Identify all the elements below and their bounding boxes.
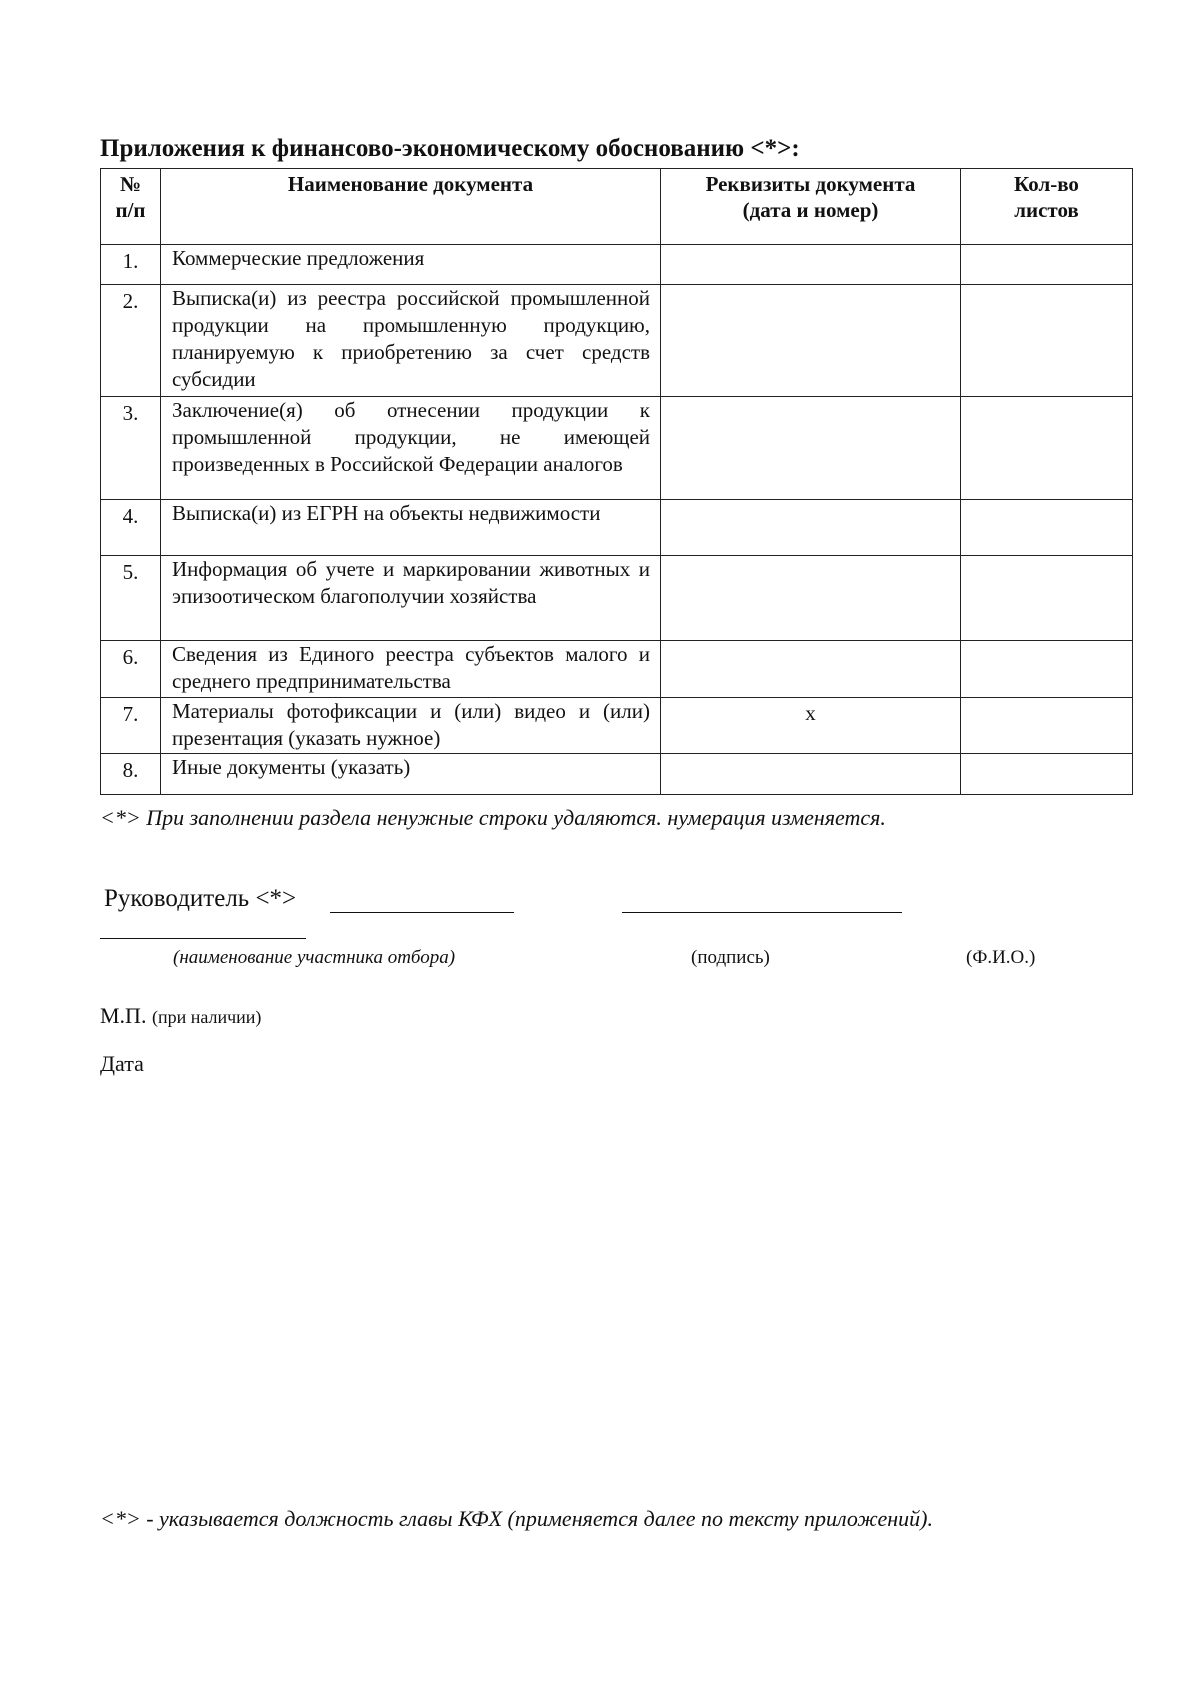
row-requisites (661, 245, 961, 285)
row-num: 4. (101, 500, 161, 556)
attachments-table (100, 168, 1133, 795)
row-count (961, 245, 1133, 285)
table-footnote: <*> При заполнении раздела ненужные строки удаляются. нумерация изменяется. (100, 805, 886, 830)
stamp-label: М.П. (100, 1003, 147, 1028)
stamp-note: (при наличии) (151, 1007, 262, 1027)
row-name: Выписка(и) из реестра российской промышленной продукции на промышленную продукцию, планируемую к приобретению за счет средств субсидии (161, 285, 661, 397)
caption-name: (Ф.И.О.) (966, 947, 1036, 968)
name-line (100, 918, 306, 939)
table-row (101, 698, 1133, 754)
row-num: 2. (101, 285, 161, 397)
row-requisites (661, 397, 961, 500)
row-requisites (661, 556, 961, 641)
table-row (101, 556, 1133, 641)
row-num: 6. (101, 641, 161, 698)
row-count (961, 556, 1133, 641)
row-count (961, 698, 1133, 754)
header-requisites (661, 169, 961, 245)
row-num: 1. (101, 245, 161, 285)
table-header-row (101, 169, 1133, 245)
row-count (961, 285, 1133, 397)
header-count (961, 169, 1133, 245)
row-requisites (661, 285, 961, 397)
row-name: Информация об учете и маркировании животных и эпизоотическом благополучии хозяйства (161, 556, 661, 641)
header-name: Наименование документа (161, 169, 661, 245)
header-count-label: Кол-во листов (1014, 172, 1079, 222)
bottom-footnote: <*> - указывается должность главы КФХ (применяется далее по тексту приложений). (100, 1506, 933, 1531)
row-num: 3. (101, 397, 161, 500)
signature-line (622, 888, 902, 913)
caption-sign: (подпись) (691, 947, 770, 968)
row-requisites (661, 641, 961, 698)
row-name: Материалы фотофиксации и (или) видео и (или) презентация (указать нужное) (161, 698, 661, 754)
table-row (101, 285, 1133, 397)
header-num-label: № п/п (115, 172, 146, 222)
row-name: Иные документы (указать) (161, 754, 661, 795)
row-num: 7. (101, 698, 161, 754)
page-title: Приложения к финансово-экономическому обоснованию <*>: (100, 135, 800, 162)
row-count (961, 500, 1133, 556)
signature-label: Руководитель <*> (104, 885, 297, 912)
row-count (961, 397, 1133, 500)
row-requisites (661, 754, 961, 795)
row-num: 5. (101, 556, 161, 641)
row-count (961, 641, 1133, 698)
row-name: Выписка(и) из ЕГРН на объекты недвижимости (161, 500, 661, 556)
header-requisites-label: Реквизиты документа (дата и номер) (705, 172, 916, 222)
row-name: Коммерческие предложения (161, 245, 661, 285)
table-row (101, 754, 1133, 795)
row-num: 8. (101, 754, 161, 795)
table-row (101, 397, 1133, 500)
row-name: Сведения из Единого реестра субъектов малого и среднего предпринимательства (161, 641, 661, 698)
date-label: Дата (100, 1051, 144, 1076)
header-num (101, 169, 161, 245)
table-row (101, 245, 1133, 285)
caption-org: (наименование участника отбора) (173, 947, 456, 968)
table-row (101, 641, 1133, 698)
row-requisites (661, 500, 961, 556)
row-name: Заключение(я) об отнесении продукции к промышленной продукции, не имеющей произведенных в Российской Федерации аналогов (161, 397, 661, 500)
row-count (961, 754, 1133, 795)
stamp-line (100, 1003, 261, 1029)
row-requisites: x (661, 698, 961, 754)
org-name-line (330, 888, 514, 913)
table-row (101, 500, 1133, 556)
